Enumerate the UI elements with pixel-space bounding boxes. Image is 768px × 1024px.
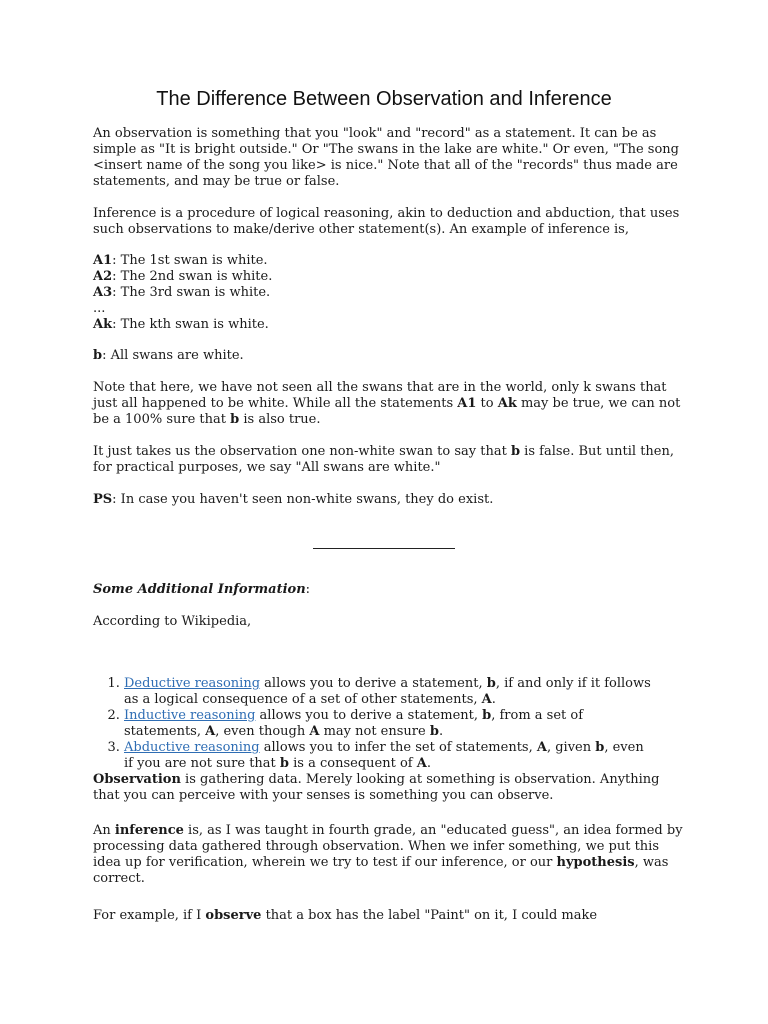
text-run: . (491, 692, 496, 707)
example-text: : The kth swan is white. (112, 317, 269, 332)
text-line: such observations to make/derive other statement(s). An example of inference is, (93, 222, 629, 237)
example-line (93, 317, 683, 333)
text-run: allows you to derive a statement, (255, 708, 483, 723)
bold-term: hypothesis (556, 855, 635, 870)
ps-text: : In case you haven't seen non-white swans, they do exist. (112, 492, 494, 507)
text-line: correct. (93, 871, 145, 886)
inference-definition-paragraph (93, 206, 683, 238)
bold-term: inference (114, 823, 184, 838)
text-line (93, 444, 683, 460)
text-line (93, 823, 683, 839)
text-run: , even (604, 740, 644, 755)
ellipsis: ... (93, 301, 106, 316)
intro-paragraph (93, 126, 683, 190)
text-run: may be true, we can not (516, 396, 681, 411)
example-line (93, 253, 683, 269)
section-divider (313, 548, 455, 549)
text-line: processing data gathered through observation. When we infer something, we put this (93, 839, 660, 854)
heading-colon: : (305, 582, 311, 597)
bold-term: b (482, 708, 492, 723)
text-run: , even though (215, 724, 310, 739)
observation-paragraph (93, 772, 683, 804)
inductive-reasoning-link[interactable]: Inductive reasoning (124, 708, 256, 723)
text-line: <insert name of the song you like> is nice." Note that all of the "records" thus made are (93, 158, 678, 173)
text-line: statements, and may be true or false. (93, 174, 340, 189)
text-line (93, 908, 683, 924)
deductive-reasoning-link[interactable]: Deductive reasoning (124, 676, 261, 691)
example-text: : The 2nd swan is white. (112, 269, 273, 284)
example-text: : The 1st swan is white. (112, 253, 268, 268)
example-label: A2 (93, 269, 113, 284)
example-label: A3 (93, 285, 113, 300)
bold-term: Observation (93, 772, 181, 787)
text-run: , was (634, 855, 669, 870)
ps-line (93, 492, 683, 508)
abductive-reasoning-link[interactable]: Abductive reasoning (124, 740, 260, 755)
conclusion-label: b (93, 348, 103, 363)
bold-term: A1 (457, 396, 477, 411)
text-run: . (438, 724, 444, 739)
text-line: that you can perceive with your senses is something you can observe. (93, 788, 554, 803)
text-line (93, 772, 683, 788)
additional-heading (93, 582, 683, 598)
bold-term: b (595, 740, 605, 755)
page-title: The Difference Between Observation and Inference (156, 88, 612, 110)
example-label: A1 (93, 253, 113, 268)
text-run: as a logical consequence of a set of other statements, (124, 692, 482, 707)
bold-term: observe (205, 908, 262, 923)
example-paragraph (93, 908, 683, 924)
text-run: that a box has the label "Paint" on it, I could make (261, 908, 598, 923)
text-line (93, 412, 683, 428)
bold-term: A (205, 724, 216, 739)
text-run: is also true. (239, 412, 321, 427)
text-line: for practical purposes, we say "All swans are white." (93, 460, 441, 475)
bold-term: b (486, 676, 496, 691)
text-run: idea up for verification, wherein we try to test if our inference, or our (93, 855, 557, 870)
list-item (124, 740, 683, 772)
ps-text-wrap (93, 492, 683, 508)
inference-paragraph (93, 823, 683, 887)
bold-term: b (279, 756, 290, 771)
text-run: be a 100% sure that (93, 412, 231, 427)
reasoning-list (93, 676, 683, 772)
bold-term: A (481, 692, 492, 707)
text-line (93, 396, 683, 412)
reasoning-ordered-list (93, 676, 683, 772)
bold-term: Ak (497, 396, 517, 411)
example-line (93, 269, 683, 285)
text-line: Inference is a procedure of logical reasoning, akin to deduction and abduction, that uses (93, 206, 680, 221)
example-label: Ak (93, 317, 113, 332)
text-run: may not ensure (319, 724, 430, 739)
conclusion-line (93, 348, 683, 364)
bold-term: A (416, 756, 427, 771)
text-run: is false. But until then, (520, 444, 674, 459)
text-run: , if and only if it follows (495, 676, 651, 691)
note-paragraph (93, 380, 683, 428)
bold-term: b (510, 444, 521, 459)
bold-term: b (429, 724, 439, 739)
text-line: Note that here, we have not seen all the swans that are in the world, only k swans that (93, 380, 667, 395)
ps-label: PS (93, 492, 113, 507)
list-item (124, 676, 683, 708)
examples-list (93, 253, 683, 333)
text-run: . (426, 756, 431, 771)
falsify-paragraph (93, 444, 683, 476)
text-run: allows you to infer the set of statements, (259, 740, 537, 755)
text-line: An observation is something that you "look" and "record" as a statement. It can be as (93, 126, 657, 141)
text-run: just all happened to be white. While all the statements (93, 396, 458, 411)
text-run: is a consequent of (289, 756, 417, 771)
according-text: According to Wikipedia, (93, 614, 252, 629)
text-run: is, as I was taught in fourth grade, an "educated guess", an idea formed by (183, 823, 683, 838)
conclusion-text-wrap (93, 348, 683, 364)
bold-term: A (536, 740, 547, 755)
text-run: is gathering data. Merely looking at something is observation. Anything (180, 772, 660, 787)
text-run: if you are not sure that (124, 756, 280, 771)
according-line (93, 614, 683, 630)
conclusion-text: : All swans are white. (102, 348, 244, 363)
example-line (93, 285, 683, 301)
text-run: , from a set of (491, 708, 584, 723)
text-run: It just takes us the observation one non-white swan to say that (93, 444, 511, 459)
example-text: : The 3rd swan is white. (112, 285, 271, 300)
text-run: statements, (124, 724, 206, 739)
text-run: An (93, 823, 115, 838)
text-run: , given (546, 740, 596, 755)
bold-term: A (309, 724, 320, 739)
additional-heading-text: Some Additional Information (93, 582, 306, 597)
text-run: to (476, 396, 498, 411)
text-line: simple as "It is bright outside." Or "The swans in the lake are white." Or even, "The song (93, 142, 680, 157)
text-line (93, 855, 683, 871)
text-run: For example, if I (93, 908, 206, 923)
list-item (124, 708, 683, 740)
additional-heading-wrap (93, 582, 683, 598)
text-run: allows you to derive a statement, (260, 676, 487, 691)
bold-term: b (230, 412, 240, 427)
